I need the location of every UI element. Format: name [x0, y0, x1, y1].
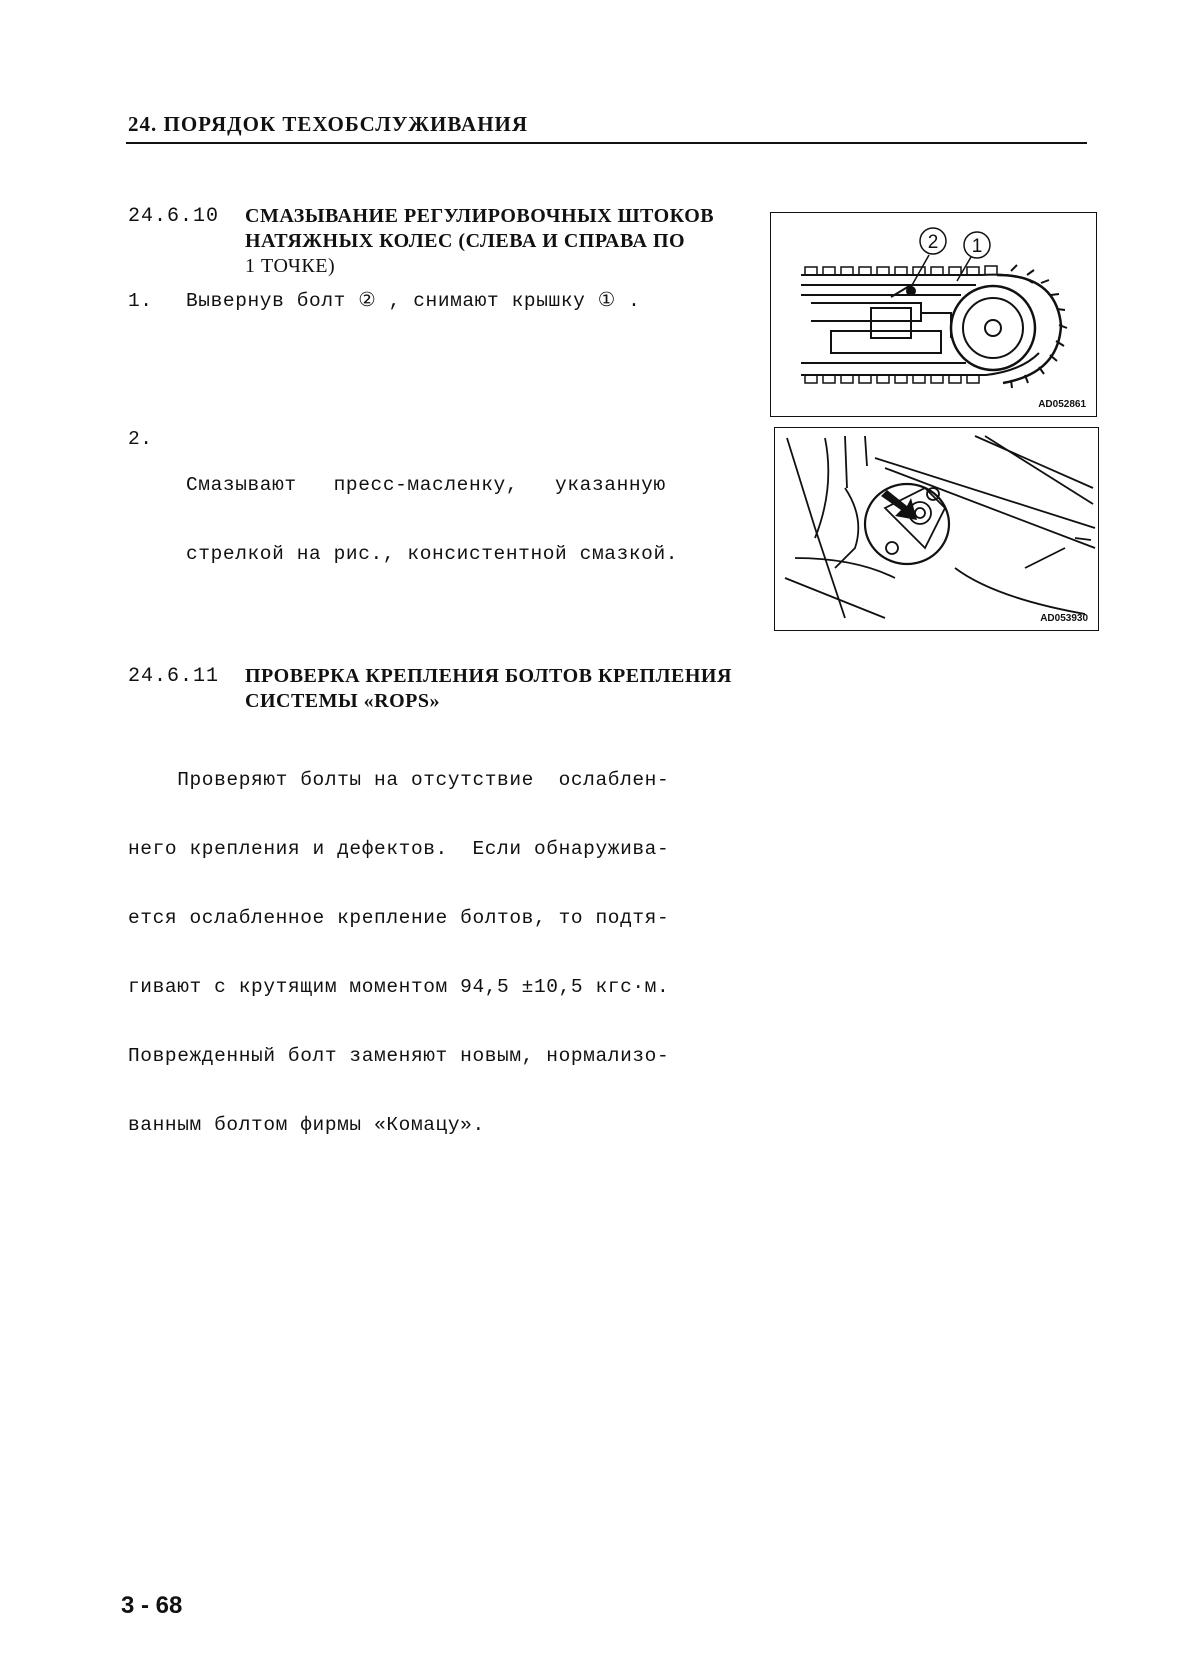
- page-header: 24. ПОРЯДОК ТЕХОБСЛУЖИВАНИЯ: [128, 112, 529, 136]
- section-10-title-line: 1 ТОЧКЕ): [245, 255, 336, 277]
- step-1-text: Вывернув болт ② , снимают крышку ① .: [186, 290, 641, 312]
- section-10-number: 24.6.10: [128, 205, 220, 228]
- section-11-number: 24.6.11: [128, 665, 220, 688]
- step-2-number: 2.: [128, 428, 153, 450]
- body-line: ется ослабленное крепление болтов, то подтя-: [128, 907, 670, 929]
- body-line: Поврежденный болт заменяют новым, нормализо-: [128, 1045, 670, 1067]
- section-11-title: [245, 664, 732, 714]
- section-10-title: [245, 204, 714, 279]
- section-11-title-line: ПРОВЕРКА КРЕПЛЕНИЯ БОЛТОВ КРЕПЛЕНИЯ: [245, 665, 732, 687]
- body-line: гивают с крутящим моментом 94,5 ±10,5 кгс·м.: [128, 976, 670, 998]
- section-11-body: [128, 723, 669, 1160]
- figure-2-code: AD053930: [1040, 613, 1088, 624]
- body-line: Проверяют болты на отсутствие ослаблен-: [128, 769, 670, 791]
- header-rule: [126, 142, 1087, 144]
- idler-track-drawing: [771, 213, 1095, 415]
- figure-1-code: AD052861: [1038, 399, 1086, 410]
- body-line: него крепления и дефектов. Если обнаружива-: [128, 838, 670, 860]
- step-1-number: 1.: [128, 290, 153, 312]
- callout-2-label: 2: [927, 232, 939, 253]
- section-11-title-line: СИСТЕМЫ «ROPS»: [245, 690, 440, 712]
- grease-fitting-drawing: [775, 428, 1097, 629]
- figure-grease-fitting: [774, 427, 1099, 631]
- body-line: ванным болтом фирмы «Комацу».: [128, 1114, 485, 1136]
- section-10-title-line: НАТЯЖНЫХ КОЛЕС (СЛЕВА И СПРАВА ПО: [245, 230, 686, 252]
- step-2-line: стрелкой на рис., консистентной смазкой.: [186, 543, 679, 565]
- page-number: 3 - 68: [121, 1592, 183, 1619]
- callout-1-label: 1: [971, 236, 983, 257]
- section-10-title-line: СМАЗЫВАНИЕ РЕГУЛИРОВОЧНЫХ ШТОКОВ: [245, 205, 715, 227]
- figure-idler-track: [770, 212, 1097, 417]
- step-2-line: Смазывают пресс-масленку, указанную: [186, 474, 666, 496]
- step-2-text: [186, 428, 678, 589]
